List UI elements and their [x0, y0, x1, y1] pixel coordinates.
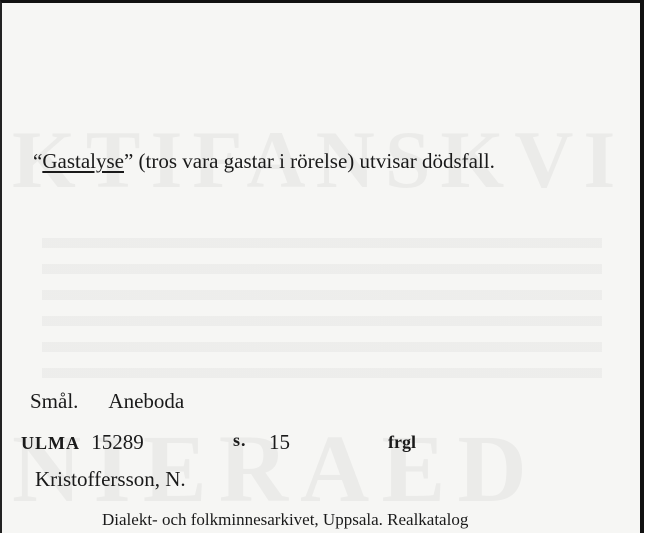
open-quote: “ — [33, 149, 43, 173]
page-label: s. — [233, 430, 247, 450]
location-row — [30, 389, 184, 414]
collector-name: Kristoffersson, N. — [35, 467, 186, 491]
parish: Aneboda — [108, 389, 185, 413]
category-code: frgl — [388, 432, 416, 452]
entry-keyword: Gastalyse — [42, 149, 124, 173]
accession-number: 15289 — [91, 430, 144, 454]
archive-footer: Dialekt- och folkminnesarkivet, Uppsala. Realkatalog — [102, 510, 469, 529]
province: Smål. — [30, 389, 79, 413]
entry-description: ” (tros vara gastar i rörelse) utvisar dödsfall. — [123, 149, 495, 173]
archive-code: ULMA — [21, 433, 80, 453]
reference-row — [21, 430, 416, 455]
bleed-through-lines — [42, 238, 602, 378]
card-entry-text — [33, 149, 495, 174]
page-number: 15 — [269, 430, 290, 454]
